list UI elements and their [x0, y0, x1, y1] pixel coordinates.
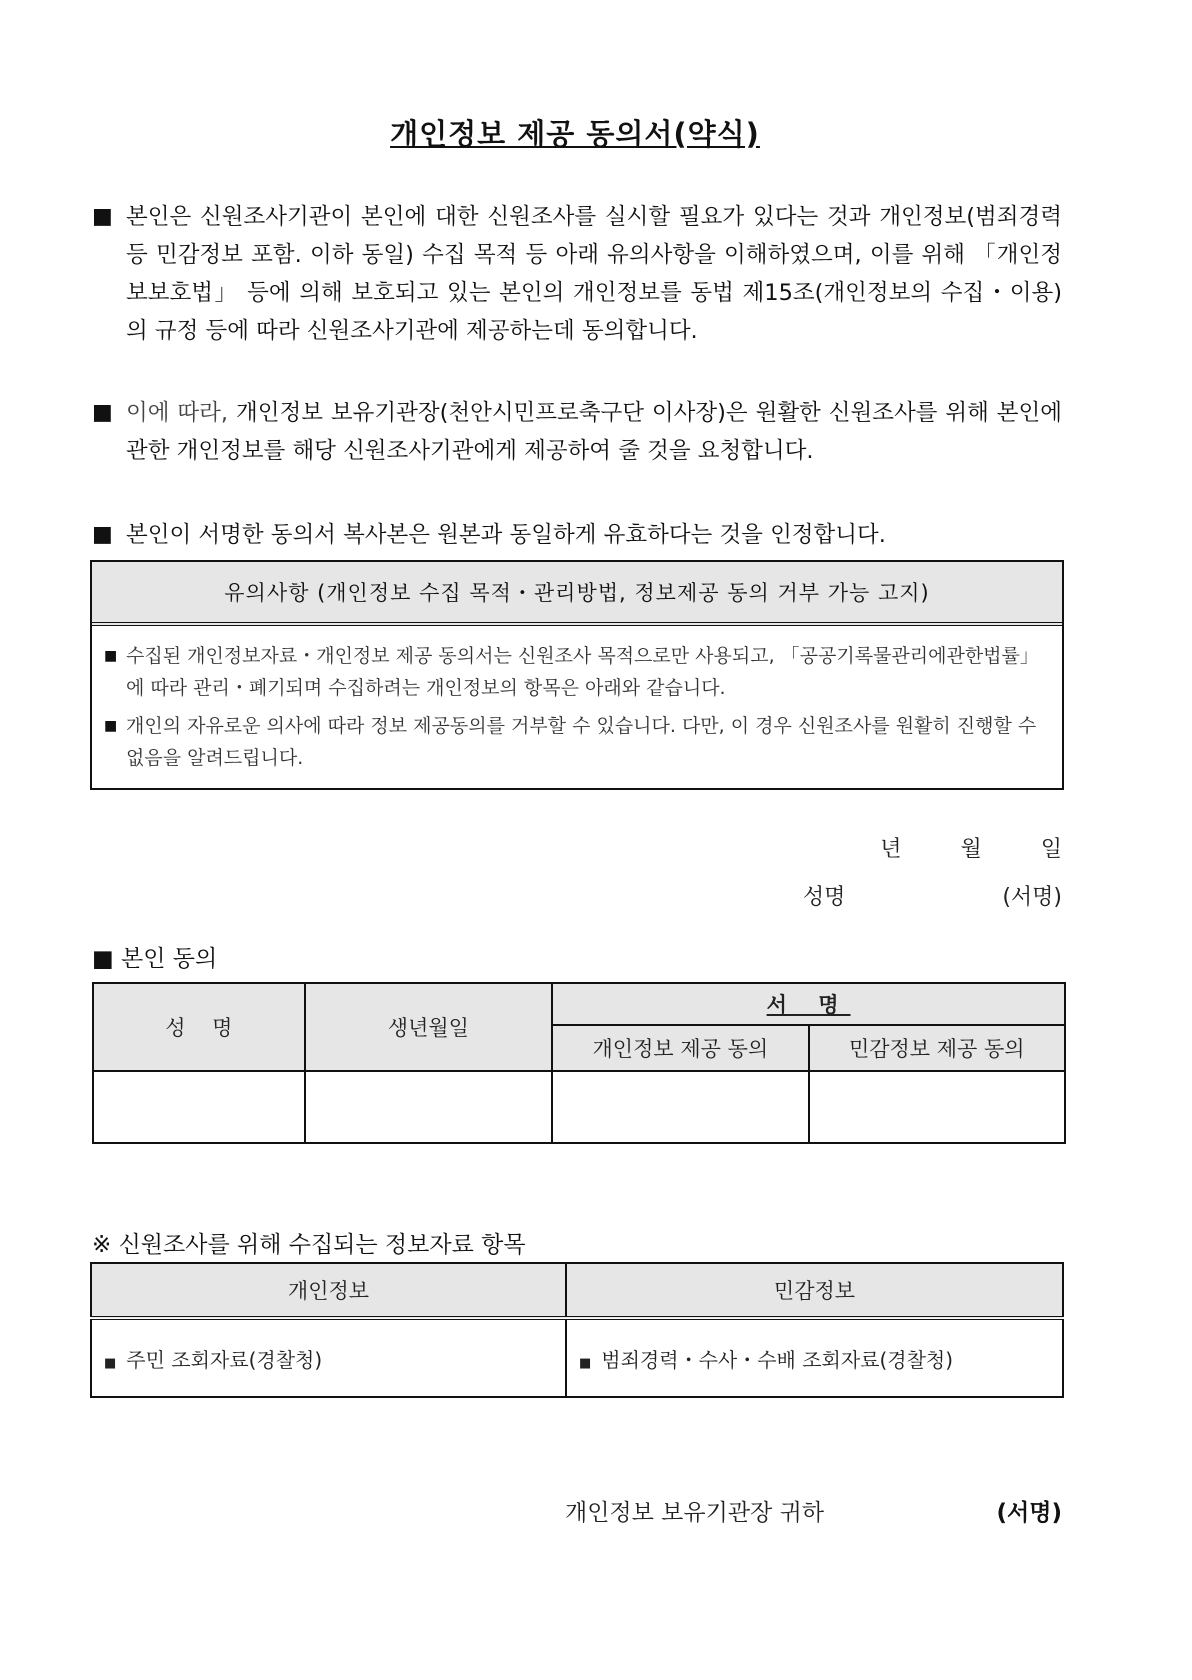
date-line: [828, 832, 1062, 863]
paragraph-copy: [92, 516, 1062, 554]
notice-box: [90, 560, 1064, 790]
square-bullet-icon: ■: [92, 522, 113, 547]
date-month-label: 월: [960, 837, 982, 862]
personal-info-item-text: 주민 조회자료(경찰청): [126, 1347, 323, 1372]
signature-line: [803, 880, 1062, 911]
signer-name-label: 성명: [802, 885, 846, 910]
consent-section-heading: ■ 본인 동의: [92, 946, 218, 972]
col-personal-info-header: 개인정보: [91, 1263, 566, 1318]
col-personal-consent-header: 개인정보 제공 동의: [552, 1025, 808, 1071]
notice-item-text: 수집된 개인정보자료・개인정보 제공 동의서는 신원조사 목적으로만 사용되고, 「공공기록물관리에관한법률」에 따라 관리・폐기되며 수집하려는 개인정보의 항목은 아래와 같습니다.: [126, 645, 1039, 699]
personal-info-item: [91, 1318, 566, 1397]
paragraph-request-prefix: 이에 따라,: [126, 400, 229, 426]
paragraph-consent-text: 본인은 신원조사기관이 본인에 대한 신원조사를 실시할 필요가 있다는 것과 개인정보(범죄경력 등 민감정보 포함. 이하 동일) 수집 목적 등 아래 유의사항을 이해하였으며, 이를 위해 「개인정보보호법」 등에 의해 보호되고 있는 본인의 개인정보를 동법 제15조(개인정보의 수집・이용)의 규정 등에 따라 신원조사기관에 제공하는데 동의합니다.: [126, 204, 1062, 344]
col-sensitive-info-header: 민감정보: [566, 1263, 1063, 1318]
square-bullet-icon: ■: [104, 1355, 117, 1371]
paragraph-copy-text: 본인이 서명한 동의서 복사본은 원본과 동일하게 유효하다는 것을 인정합니다.: [126, 522, 886, 548]
square-bullet-icon: ■: [104, 718, 118, 734]
name-cell[interactable]: [93, 1071, 305, 1143]
notice-header: 유의사항 (개인정보 수집 목적・관리방법, 정보제공 동의 거부 가능 고지): [92, 562, 1062, 626]
paragraph-consent: [92, 198, 1062, 350]
sensitive-info-item-text: 범죄경력・수사・수배 조회자료(경찰청): [601, 1347, 954, 1372]
notice-item: [104, 640, 1052, 704]
collected-items-table: [90, 1262, 1064, 1398]
col-name-header: 성 명: [93, 983, 305, 1071]
notice-item: [104, 710, 1052, 774]
notice-item-text: 개인의 자유로운 의사에 따라 정보 제공동의를 거부할 수 있습니다. 다만, 이 경우 신원조사를 원활히 진행할 수 없음을 알려드립니다.: [126, 715, 1037, 769]
col-sensitive-consent-header: 민감정보 제공 동의: [809, 1025, 1065, 1071]
date-day-label: 일: [1040, 837, 1062, 862]
col-signature-label: 서 명: [766, 993, 851, 1017]
page-title: 개인정보 제공 동의서(약식): [390, 117, 760, 151]
recipient-line: 개인정보 보유기관장 귀하: [565, 1500, 825, 1526]
paragraph-request: [92, 394, 1062, 470]
recipient-signature-label: (서명): [996, 1500, 1062, 1526]
sensitive-info-item: [566, 1318, 1063, 1397]
square-bullet-icon: ■: [104, 648, 118, 664]
square-bullet-icon: ■: [92, 400, 113, 425]
col-signature-header: [552, 983, 1065, 1025]
items-section-heading: ※ 신원조사를 위해 수집되는 정보자료 항목: [92, 1232, 526, 1258]
col-birth-header: 생년월일: [305, 983, 552, 1071]
paragraph-request-text: 개인정보 보유기관장(천안시민프로축구단 이사장)은 원활한 신원조사를 위해 본인에 관한 개인정보를 해당 신원조사기관에게 제공하여 줄 것을 요청합니다.: [126, 400, 1062, 464]
square-bullet-icon: ■: [579, 1355, 592, 1371]
square-bullet-icon: ■: [92, 204, 113, 229]
personal-consent-sign-cell[interactable]: [552, 1071, 808, 1143]
birthdate-cell[interactable]: [305, 1071, 552, 1143]
sensitive-consent-sign-cell[interactable]: [809, 1071, 1065, 1143]
date-year-label: 년: [880, 837, 902, 862]
signature-label: (서명): [1002, 885, 1062, 910]
consent-table: [92, 982, 1066, 1144]
